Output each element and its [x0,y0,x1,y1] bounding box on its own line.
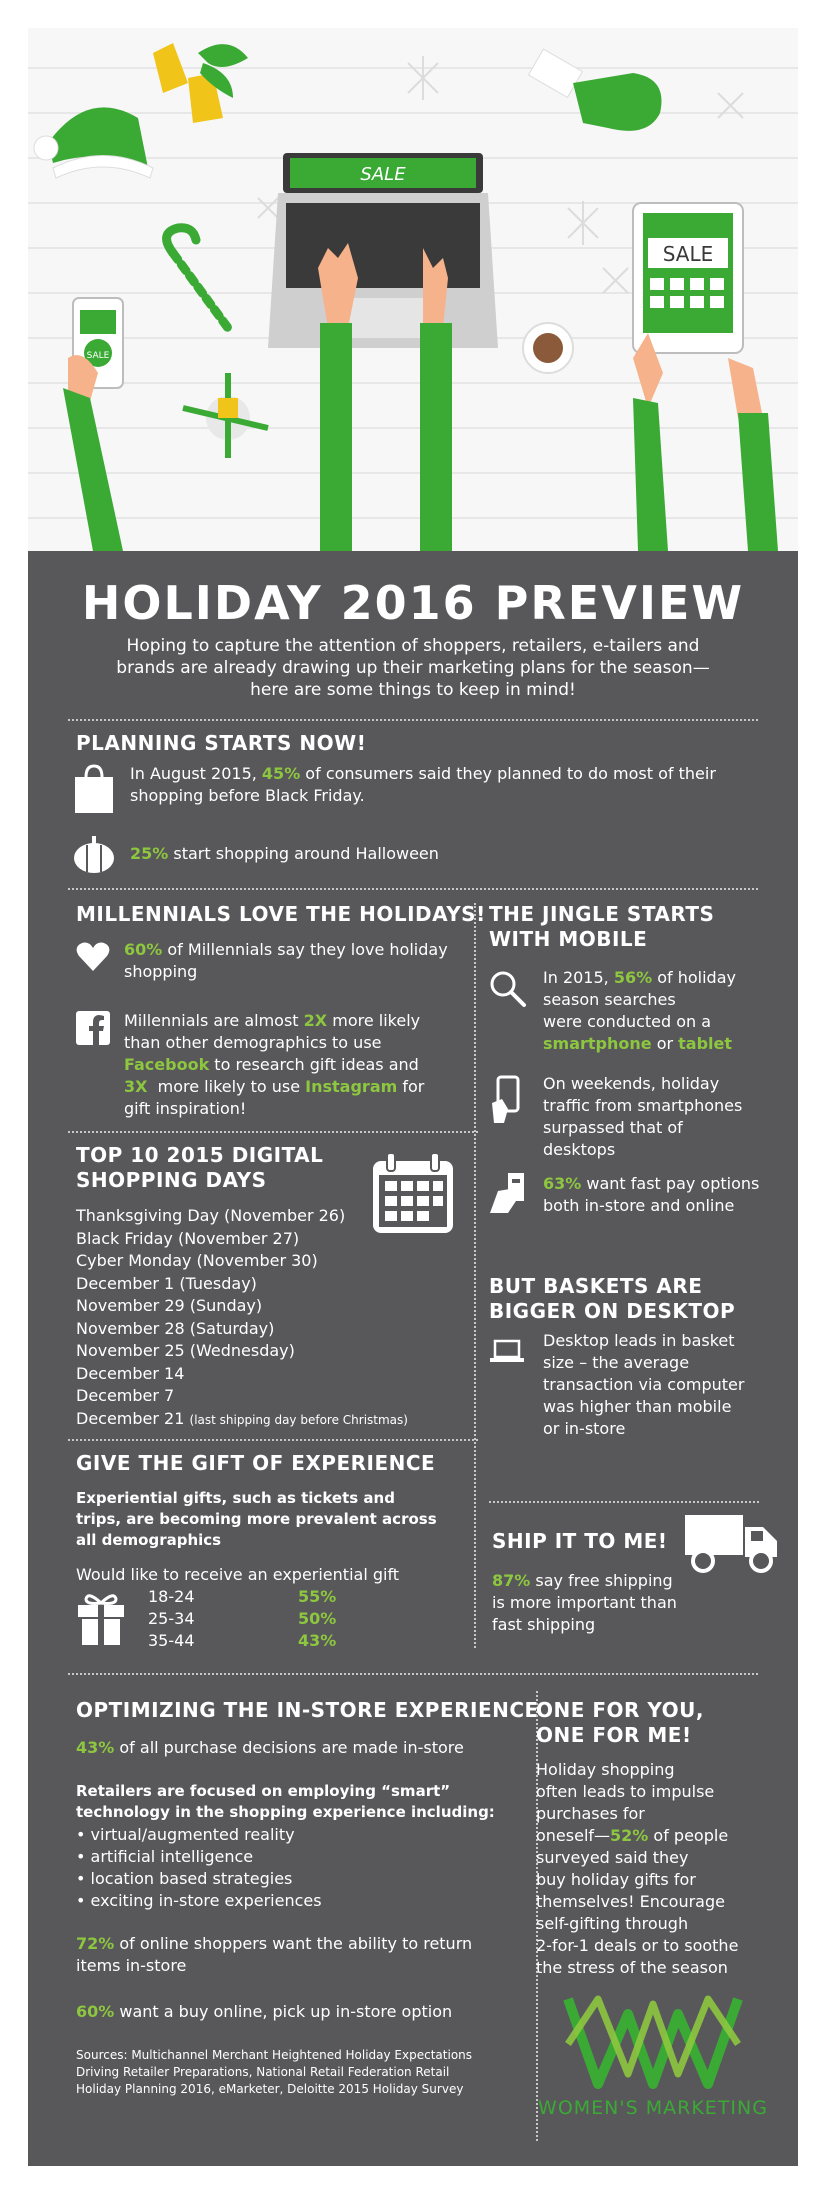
stat-text: of people [648,1826,729,1845]
instore-heading: OPTIMIZING THE IN-STORE EXPERIENCE [76,1698,539,1722]
stat-text: gift inspiration! [124,1099,247,1118]
stat-text: In 2015, [543,968,614,987]
age-row [148,1630,336,1652]
shopping-day: December 7 [76,1386,175,1405]
heading-line: ONE FOR ME! [536,1723,692,1747]
laptop-icon [490,1339,524,1363]
stat-text: or in-store [543,1419,626,1438]
stat-text: of Millennials say they love holiday [162,940,448,959]
laptop-icon [268,153,498,348]
heading-line: BIGGER ON DESKTOP [489,1299,736,1323]
mobile-heading [489,902,714,952]
stat-text: items in-store [76,1956,187,1975]
desktop-heading [489,1274,735,1324]
shopping-day: Thanksgiving Day (November 26) [76,1206,346,1225]
stat-text: themselves! Encourage [536,1892,725,1911]
millennials-stat-1 [124,939,464,983]
stat-text: traffic from smartphones [543,1096,743,1115]
instore-focus [76,1781,495,1823]
instore-stat-1 [76,1737,464,1759]
facebook-highlight: Facebook [124,1055,210,1074]
focus-line: technology in the shopping experience including: [76,1803,495,1821]
age-percent: 50% [298,1609,337,1628]
shopping-day: December 14 [76,1363,185,1383]
heading-line: SHOPPING DAYS [76,1168,267,1192]
age-group: 18-24 [148,1587,195,1606]
intro-line: Hoping to capture the attention of shoppers, retailers, e-tailers and [126,636,700,656]
stat-value: 3X [124,1077,148,1096]
millennials-heading: MILLENNIALS LOVE THE HOLIDAYS! [76,902,486,926]
gift-icon [76,1591,126,1647]
smartphone-hand-icon [490,1075,526,1125]
stat-text: season searches [543,990,676,1009]
stat-text: size – the average [543,1353,690,1372]
forme-text [536,1759,786,1979]
experience-heading: GIVE THE GIFT OF EXPERIENCE [76,1451,436,1475]
mobile-stat-3 [543,1173,793,1217]
stat-text: 2-for-1 deals or to soothe [536,1936,739,1955]
infographic-panel [28,551,798,2166]
desc-line: trips, are becoming more prevalent across [76,1510,437,1528]
stat-text: want fast pay options [581,1174,760,1193]
phone-text: SALE [86,351,110,361]
top10-heading [76,1143,323,1193]
intro-line: here are some things to keep in mind! [250,680,576,700]
age-percent: 55% [298,1587,337,1606]
stat-text: shopping [124,962,198,981]
shopping-day: November 28 (Saturday) [76,1318,275,1338]
stat-text: or [651,1034,679,1053]
stat-text: In August 2015, [130,764,262,783]
shopping-bag-icon [73,763,115,815]
divider [68,1439,478,1441]
divider [68,1131,478,1133]
search-icon [488,969,528,1009]
intro-text [28,635,798,701]
stat-text: more likely to use [147,1077,306,1096]
desktop-text [543,1330,783,1440]
stat-value: 60% [124,940,163,959]
experience-table [148,1586,336,1652]
stat-text: than other demographics to use [124,1033,382,1052]
bullet-item: • virtual/augmented reality [76,1824,322,1846]
column-divider [474,903,476,1648]
stat-value: 63% [543,1174,582,1193]
stat-text: want a buy online, pick up in-store option [114,2002,453,2021]
stat-text: transaction via computer [543,1375,745,1394]
stat-text: the stress of the season [536,1958,728,1977]
shopping-day: November 29 (Sunday) [76,1296,263,1315]
source-line: Sources: Multichannel Merchant Heightened Holiday Expectations [76,2048,473,2062]
age-row [148,1586,336,1608]
stat-value: 25% [130,844,169,863]
tablet-highlight: tablet [678,1034,733,1053]
stat-text: Holiday shopping [536,1760,675,1779]
logo-wordmark: WOMEN'S MARKETING [538,2097,768,2119]
sources [76,2047,472,2098]
page-title: HOLIDAY 2016 PREVIEW [81,576,745,630]
stat-value: 56% [613,968,653,987]
stat-text: often leads to impulse [536,1782,715,1801]
shipping-stat [492,1570,762,1636]
stat-value: 45% [261,764,301,783]
desc-line: all demographics [76,1531,222,1549]
shopping-day: December 1 (Tuesday) [76,1273,257,1293]
stat-text: were conducted on a [543,1012,712,1031]
stat-text: self-gifting through [536,1914,689,1933]
stat-text: is more important than [492,1593,677,1612]
stat-text: say free shipping [530,1571,673,1590]
top10-list [76,1205,476,1431]
shipping-heading: SHIP IT TO ME! [492,1529,668,1553]
stat-text: of holiday [652,968,736,987]
stat-value: 72% [76,1934,115,1953]
forme-heading [536,1698,704,1748]
stat-text: both in-store and online [543,1196,735,1215]
stat-text: surveyed said they [536,1848,689,1867]
planning-stat-2 [130,843,439,865]
stat-text: to research gift ideas and [209,1055,419,1074]
stat-text: fast shipping [492,1615,596,1634]
experience-would-like: Would like to receive an experiential gift [76,1565,400,1584]
stat-text: start shopping around Halloween [168,844,439,863]
heading-line: ONE FOR YOU, [536,1698,705,1722]
age-group: 35-44 [148,1631,195,1650]
stat-text: buy holiday gifts for [536,1870,696,1889]
stat-text: oneself— [536,1826,611,1845]
divider [68,1673,758,1675]
shopping-day-note: (last shipping day before Christmas) [189,1412,408,1427]
pay-terminal-icon [488,1171,528,1215]
divider [489,1501,759,1503]
mobile-stat-1 [543,967,783,1055]
hero-illustration [28,28,798,551]
instore-bullets [76,1824,322,1912]
stat-text: Millennials are almost [124,1011,304,1030]
stat-value: 52% [610,1826,649,1845]
planning-stat-1 [130,763,750,807]
bullet-item: • location based strategies [76,1868,322,1890]
instore-stat-3 [76,2001,452,2023]
stat-text: more likely [327,1011,421,1030]
facebook-icon [76,1011,110,1045]
instagram-highlight: Instagram [305,1077,398,1096]
stat-text: of all purchase decisions are made in-store [114,1738,464,1757]
stat-value: 60% [76,2002,115,2021]
bullet-item: • artificial intelligence [76,1846,322,1868]
womens-marketing-logo [563,1994,743,2094]
instore-stat-2 [76,1933,472,1977]
stat-text: desktops [543,1140,616,1159]
source-line: Holiday Planning 2016, eMarketer, Deloitte 2015 Holiday Survey [76,2082,464,2096]
age-percent: 43% [298,1631,337,1650]
heading-line: WITH MOBILE [489,927,648,951]
focus-line: Retailers are focused on employing “smart” [76,1782,451,1800]
shopping-day: December 21 [76,1408,185,1428]
tablet-text: SALE [662,242,714,266]
desc-line: Experiential gifts, such as tickets and [76,1489,395,1507]
delivery-truck-icon [683,1511,779,1575]
stat-text: of online shoppers want the ability to return [114,1934,473,1953]
heading-line: THE JINGLE STARTS [489,902,715,926]
stat-text: On weekends, holiday [543,1074,720,1093]
coffee-cup-icon [523,323,573,373]
pumpkin-icon [72,834,116,874]
divider [68,888,758,890]
mobile-stat-2 [543,1073,783,1161]
divider [68,719,758,721]
stat-text: for [397,1077,425,1096]
stat-value: 87% [492,1571,531,1590]
heart-icon [76,941,110,973]
millennials-stat-2 [124,1010,464,1120]
shopping-day: November 25 (Wednesday) [76,1341,295,1360]
shopping-day: Black Friday (November 27) [76,1228,300,1248]
intro-line: brands are already drawing up their marketing plans for the season— [116,658,710,678]
heading-line: TOP 10 2015 DIGITAL [76,1143,324,1167]
stat-value: 2X [303,1011,328,1030]
age-group: 25-34 [148,1609,195,1628]
source-line: Driving Retailer Preparations, National Retail Federation Retail [76,2065,450,2079]
age-row [148,1608,336,1630]
shopping-day: Cyber Monday (November 30) [76,1251,318,1270]
stat-text: purchases for [536,1804,645,1823]
experience-desc [76,1488,476,1551]
bullet-item: • exciting in-store experiences [76,1890,322,1912]
stat-text: of consumers said they planned to do most of their [300,764,716,783]
smartphone-highlight: smartphone [543,1034,652,1053]
stat-text: surpassed that of [543,1118,683,1137]
hero-scene [28,28,798,551]
stat-value: 43% [76,1738,115,1757]
stat-text: was higher than mobile [543,1397,732,1416]
stat-text: shopping before Black Friday. [130,786,365,805]
heading-line: BUT BASKETS ARE [489,1274,703,1298]
stat-text: Desktop leads in basket [543,1331,735,1350]
planning-heading: PLANNING STARTS NOW! [76,731,367,755]
laptop-screen-text: SALE [360,164,406,185]
